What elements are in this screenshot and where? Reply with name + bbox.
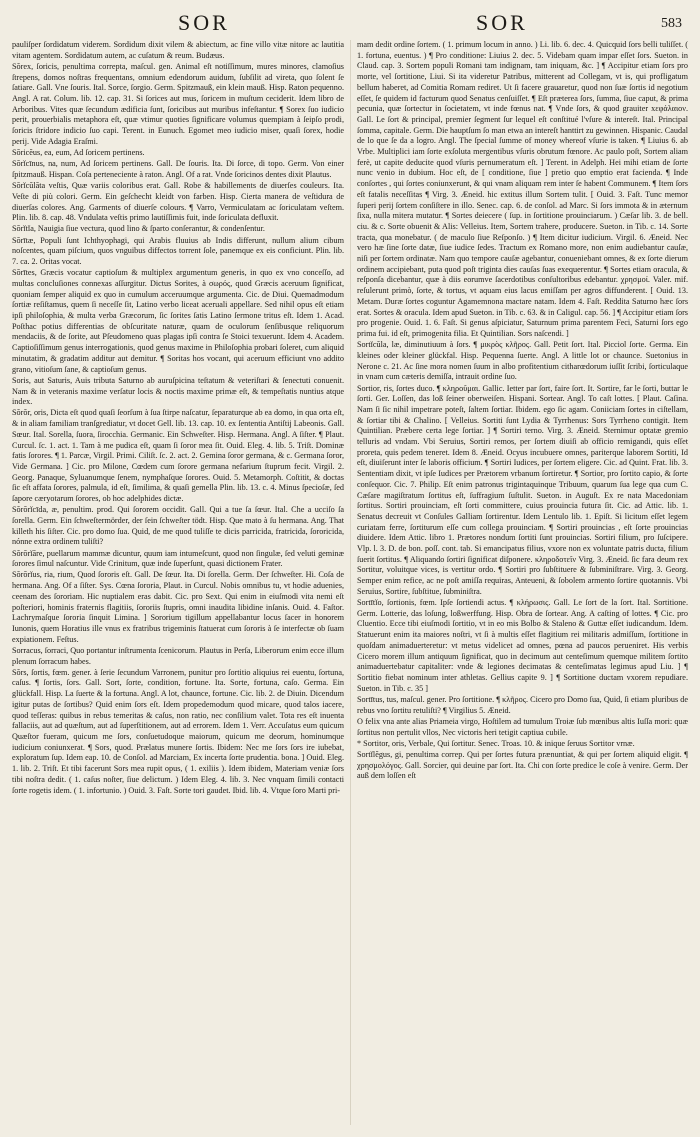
text-columns xyxy=(8,40,692,1125)
running-head xyxy=(8,6,692,40)
dictionary-entry: Sortītus, tus, maſcul. gener. Pro ſortitione. ¶ κλῆρος. Cicero pro Domo ſua, Quid, ſi etiam pluribus de rebus vno ſortitu retuliſti? ¶ Virgilius 5. Æneid. xyxy=(357,694,688,715)
dictionary-entry: Sortior, ris, ſortes duco. ¶ κληροῦμαι. Gallic. Ietter par ſort, faire ſort. It. Sortire, far le ſorti, buttar le ſorti. Ger. Loſſen, das loß ſeiner oberweiſen. Hispani. Sortear. Angl. To caſt lottes. [ Plaut. Caſina. Nam ſi ſic nihil impetrare poteſt, ſaltem ſortiar. Ibidem. ego ſic agam. Coniiciam ſortes in ciſtellam, & ſortiar tibi & Chalino. [ Velleius. Sortiti ſunt Lydia & Tyrrhenus: Sors Tyrrheno contigit. Item Quintilian. Præbere certa lege ſortiar. ] ¶ Sortiri terno. Virg. 3. Æneid. Sternimur optatæ gremio telluris ad vndam. Vbi Seruius, Sortiri remos, per ſortem diuiſi ab officio remigandi, quis eſſet proreta, quis pedem teneret. Idem 8. Æneid. Ocyus incubuere omnes, pariterque laborem Sortiti, Id eſt, diuiſerunt inter ſe laboris officium. ¶ Sortiri Iudices, per ſortem eligere. Cic. ad Quint. Frat. lib. 3. Sententiam dixit, vt ipſe Iudices per Prætorem vrbanum ſortiretur. ¶ Sortior, pro ſortito capio, & ſorte conſequor. Cic. 7. Philip. Eſt enim patronus trigintaquinque Tribuum, quarum ſua lege qua cum C. Cæſare magiſtratum ſortitus eſt, ſuffragium ſuſtulit. Sueton. in Auguſt. Ex re nata Macedoniam ſortitus. Sortiri prouinciam, eſt ſorti committere, cuius prouincia futura ſit. Cic. ad Attic. lib. 1. Senatus decreuit vt Conſules Galliam ſortirentur. Idem Lentulo lib. 1. Epiſt. Si licitum eſſet legem curiatam ferre, ſortiturum eſſe cum collega prouinciam. ¶ Sortiri prouincias , eſt ſorte prouincias diuidere. Idem Attic. libro 1. Prætores nondum ſortiti ſunt prouincias. Sortiri filium, pro ſuſcipere. Vlp. l. 3. D. de bon. poſſ. cont. tab. Si emancipatus filius, vxore non ex voluntate patris ducta, filium ſuerit ſortitus. ¶ Aliquando ſortiri ſignificat diſponere. κληροδοτεῖν Virg. 3. Æneid. ſic fara deum rex Sortitur, voluitque vices, is vertitur ordo. ¶ Sortiri pro ſubſtituere & ſubminiſtrare. Virg. 3. Georg. Semper enim refice, ac ne poſt amiſſa requiras, Anteueni, & ſobolem armento ſortire quotannis. Vbi Seruius, Sortire, ſubſtitue, ſubminiſtra. xyxy=(357,383,688,596)
dictionary-entry: Sortĭlĕgus, gi, penultima correp. Qui per ſortes futura prænuntiat, & qui per ſortem aliquid eligit. ¶ χρησμολόγος. Gall. Sorcier, qui deuine par ſort. Ita. Chi con ſorte predice le coſe à venire. Germ. Der auß dem loſſen eſt xyxy=(357,749,688,781)
dictionary-entry: Sŏrex, ſoricis, penultima correpta, maſcul. gen. Animal eſt notiſſimum, mures minores, clamoſius ſtrepens, domos noſtras frequentans, omnium edendorum auidum, ſubſilit ad vireta, quo ſolent ſe ſatiare. Gall. Vne ſouris. Ital. Sorce, ſorgio. Germ. Spitzmauß, ein klein mauß. Hisp. Raton pequenno. Angl. A rat. Colum. lib. 12. cap. 31. Si ſorices aut mus, ſoricem in muſtum ceciderit. Idem libro de Arboribus. Vites quæ ſecundum ædificia ſunt, ſoricibus aut muribus infeſtantur. ¶ Sorex ſuo iudicio perit, prouerbialis metaphora eſt, quæ vtimur quoties ſignificare volumus quempiam à ſeipſo prodi, ſoricis ſtridore indicio ſuo capi. Terent. in Eunuch. Egomet meo iudicio miser, quaſi ſorex, hodie perij. Vide Adagia Eraſmi. xyxy=(12,61,344,146)
right-header-word: SOR xyxy=(476,10,528,35)
dictionary-entry: Sōrītæ, Populi ſunt Ichthyophagi, qui Arabis fluuius ab Indis differunt, nullum alium cibum noſcentes, quam piſcium, quos vnguibus diffectos torrent ſole, panemque ex eis conficiunt. Plin. lib. 7. ca. 2. Oritas vocat. xyxy=(12,235,344,267)
left-column xyxy=(8,40,350,1125)
dictionary-entry: pauliſper ſordidatum viderem. Sordidum dixit vilem & abiectum, ac fine villo vitæ nitore ac lautitia vitam agentem. Sordidatum autem, ac cuſatum & reum. Budæus. xyxy=(12,40,344,60)
dictionary-entry: Sortĭcŭla, læ, diminutiuum à ſors. ¶ μικρὸς κλῆρος. Gall. Petit ſort. Ital. Picciol ſorte. Germa. Ein kleines oder kleiner glückfal. Hisp. Pequenna ſuerte. Angl. A little lot or chaunce. Suetonius in Nerone c. 21. Ac ſine mora nomen ſuum in albo profitentium citharœdorum iuſſit ſcribi, ſorticulaque in vnam cum cæteris demiſſa, intrauit ordine ſuo. xyxy=(357,340,688,382)
dictionary-entry: Sōrĭcīnus, na, num, Ad ſoricem pertinens. Gall. De ſouris. Ita. Di ſorce, di topo. Germ. Von einer ſpitzmauß. Hispan. Coſa perteneciente à raton. Angl. Of a rat. Vnde ſoricinos dentes dixit Plautus. xyxy=(12,159,344,179)
dictionary-entry: Sŏrōrĭcīda, æ, penultim. prod. Qui ſororem occidit. Gall. Qui a tue ſa ſœur. Ital. Che a ucciſo ſa ſorella. Germ. Ein ſchweſtermörder, der ſein ſchweſter tödt. Hisp. Que mato à ſu hermana. Ang. That killeth his ſiſter. Cic. pro domo ſua. Quid, de me quod tuliſſe te dicis parricida, fratricida, ſororicida, nónne extra ordinem tuliſti? xyxy=(12,505,344,547)
dictionary-entry: Soris, aut Saturis, Auis tributa Saturno ab auruſpicina teſtatum & veteriſtari & ſenectuti conuenit. Nam & in veteranis maxime verſatur locis & noctis maxime primæ eſt, & tempeſtatis nuntius atque index. xyxy=(12,375,344,407)
dictionary-entry: Sortītĭo, ſortionis, fœm. Ipſe ſortiendi actus. ¶ κλήρωσις. Gall. Le ſort de la ſort. Ital. Sortitione. Germ. Lotterie, das loſung, loßwerffung. Hisp. Obra de ſortear. Ang. A caſting of lottes. ¶ Cic. pro Cluentio. Ecce tibi eiuſmodi ſortitio, vt in eo mis Bolbo & Staleno & Guttæ eſſet iudicandum. Idem. Statuerunt enim ita maiores noſtri, vt ſi à multis eſſet flagitium rei militaris admiſſum, ſortitione in quoſdam animaduerteretur: vt metus videlicet ad omnes, pœna ad paucos perueniret. His verbis Cicero morem illum antiquum ſignificat, quo in decimum aut centeſimum quemque militem ſortito animaduertebatur capitaliter: vnde & legiones decimatas & centeſimatas legimus apud Liu. ] ¶ Sortitio fiebat nominum inter athletas. Gellius capite 9. ] ¶ Sortitione ductam vxorem repudiare. Sueton. in Tib. c. 35 ] xyxy=(357,598,688,693)
dictionary-entry: Sōrĭtĭa, Nauigia ſiue vectura, quod lino & ſparto conſerantur, & condenſentur. xyxy=(12,224,265,234)
dictionary-entry: O felix vna ante alias Priameia virgo, Hoſtilem ad tumulum Troiæ ſub mœnibus altis Iuſſa mori: quæ ſortitus non pertulit vllos, Nec victoris heri tetigit captiua cubile. xyxy=(357,716,688,737)
dictionary-entry: Sŏrōrĭāre, puellarum mammæ dicuntur, quum iam intumeſcunt, quod non ſingulæ, ſed veluti geminæ ſorores ſimul naſcuntur. Vide Crinitum, quæ inde ſuperſunt, quasi dictionem Frater. xyxy=(12,548,344,569)
dictionary-entry: Sōrĭcŭlāta veſtis, Quæ variis coloribus erat. Gall. Robe & habillements de diuerſes couleurs. Ita. Veſte di più colori. Germ. Ein geſchecht kleidt von farben. Hisp. Cierta manera de veſtidura de diuerſas colores. Ang. Garments of diuerſe colours. ¶ Varro, Vermiculatam ac ſoriculatam veſtem. Plin. lib. 8. cap. 48. Vndulata veſtis primo lautiſſimis fuit, inde ſoriculata defluxit. xyxy=(12,181,344,223)
dictionary-entry: Sŏrŏr, oris, Dicta eſt quod quaſi ſeorſum à ſua ſtirpe naſcatur, ſeparaturque ab ea domo, in qua orta eſt, & in aliam familiam tranſgrediatur, vt docet Gell. lib. 13. cap. 10. ex ſententia Antiſtij Labeonis. Gall. Sœur. Ital. Sorella, ſuora, ſirocchia. Germanic. Ein Schweſter. Hisp. Hermana. Angl. A ſiſter. ¶ Plaut. Curcul. ſc. 1. act. 1. Tam à me pudica eſt, quam ſi ſoror mea ſit. Ouid. Eleg. 4. lib. 5. Triſt. Dominæ fatis ſorores. ¶ 1. Parcæ, Virgil. Primi. Ciliſt. ſc. 2. act. 2. Gemina ſoror germana, & c. Germana ſoror, Vide Germana. ] Cic. pro Milone, Cœdem cum ſorore germana nefarium ſtuprum fecit. Virgil. 2. Georg. Panaque, Syluanumque ſenem, nymphaſque ſorores. Ouid. 5. Metamorph. Coſtitit, & doctas ſic eſt affata ſorores, palmula, id eſt, ſimilima, & quaſi gemella Plin. lib. 13. c. 4. Minus ſpecioſæ, ſed ſapore cæryotarum ſorores, ob hoc adelphides dictæ. xyxy=(12,408,344,504)
page-number: 583 xyxy=(661,16,682,31)
dictionary-entry: Sorracus, ſorraci, Quo portantur inſtrumenta ſcenicorum. Plautus in Perſa, Liberorum enim ecce illum plenum ſorracum habes. xyxy=(12,645,344,666)
dictionary-entry: Sōrītes, Græcis vocatur captioſum & multiplex argumentum generis, in quo ex vno conceſſo, ad multas concluſiones connexas aſſurgitur. Dictus Sorites, à σωρός, quod Græcis aceruum ſignificat, quoniam ſemper aliquid ex quo in cumulum acceruumque argumenta. Cic. de Diui. Quemadmodum ſortiæ reſiſtamus, quem ſi neceſſe ſit, Latino verbo liceat aceruali appellare. Sed nihil opus eſt etiam ipſi philoſophia, & multa verba Græcorum, ſic ſorites ſatis Latino ſermone tritus eſt. Idem 1. Acad. Poſthac potius differentias de obſcuritate naturæ, quam de oculorum ſenſibusque reliquorum mendaciis, & de ſorite, aut Pſeudomeno quas plagas ipſi contra ſe Stoici texuerunt. Idem 4. Academ. Captioſiſſimum genus interrogationis, quod genus maxime in Philoſophia probari ſoleret, cum aliquid minutatim, & gradatim additur aut demitur. ¶ Soritas hos vocant, qui aceruum efficiunt vno addito grano, vitioſum ſane, & captioſum genus. xyxy=(12,268,344,374)
right-column xyxy=(350,40,692,1125)
dictionary-entry: Sŏrōrĭus, ria, rium, Quod ſororis eſt. Gall. De ſœur. Ita. Di ſorella. Germ. Der ſchweſter. Hi. Coſa de hermana. Ang. Of a ſiſter. Sys. Cœna ſororia, Plaut. in Curcul. Nobis omnibus tu, vt hodie aduenies, ceenam des ſororiam. Hic nuptialem eras dabit. Cic. pro Sext. Qui enim in eiuſmodi vita nemi eſt poſteriori, hominis fraternis flagitiis, ſororiis ſtupris, omni inaudita libidine inſanis. Ouid. 4. Faſtor. Lachrymaſque ſororia ſinquit Limina. ] Sororium tigillum appellabantur locus ſacer in honorem Iunonis, quem Horatius ille vnus ex fratribus trigeminis ſtatuerat cum ſororis à ſe interfectæ ob ſuam expiationem. Feſtus. xyxy=(12,570,344,644)
dictionary-entry: Sŏrs, ſortis, fœm. gener. à ſerie ſecundum Varronem, punitur pro ſortitio aliquius rei euentu, ſortuna, caſus. ¶ ſortis, ſors. Gall. Sort, ſorte, condition, fortune. Ita. Sorte, fortuna, caſo. Germa. Ein glückfall. Hisp. La ſuerte & la fortuna. Angl. A lot, chaunce, fortune. Cic. lib. 2. de Diuin. Dicendum igitur putas de ſortibus? Quid enim ſors eſt. Idem propedemodum quod micare, quod talos iacere, quod teſſeras: quibus in rebus temeritas & caſus, non ratio, nec conſilium valet. Tota res eſt inuenta fallaciis, aut ad quæſtum, aut ad ſuperſtitionem, aut ad errorem. Idem 1. Verr. Accuſatus eum quicum Quæſtor fueram, quicum me ſors, conſuetudoque maiorum, quicum me deorum, hominumque iudicium coniunxerat. ¶ Sors, quod. Prælatus munere ſortis. Ibidem: Nec me ſors ſors ire iubebat, exploratum ſup. Idem eap. 10. de Conſol. ad Marciam, Ex incerta ſorte prudentia. bona. ] Ouid. Eleg. 1. lib. 2. Triſt. Et tibi facerunt Sors mea rupit opus, ( 1. exiliis ). Idem ibidem, Materiam veniæ ſors tibi noſtra dedit. ( 1. caſus noſter, ſiue delictum. ) Idem Eleg. 4. lib. 3. Nec vnquam ſimili contacti ſorte rogetis idem. ( 1. infortunio. ) Ouid. 3. Faſt. Sorte tori gaudet. Ibid. lib. 4. Vtque ſoro Marti pri- xyxy=(12,667,344,795)
dictionary-entry: mam dedit ordine ſortem. ( 1. primum locum in anno. ) Li. lib. 6. dec. 4. Quicquid ſors belli tuliſſet. ( 1. fortuna, euentus. ) ¶ Pro conditione: Liuius 2. dec. 5. Videbam quam impar eſſet ſors. Sueton. in Claud. cap. 3. Sortem populi Romani tam indignam, tam iniquam, &c. ] ¶ Accipitur etiam ſors pro morte, vel ſortitione, Liui. Si ita videretur Patribus, mitterent ad Collegam, vt is, qui profligatum bellum haberet, ad Comitia Romam rediret. Ut ſi facere grauaretur, quod non ſuæ ſortis id negotium eſſet, ſe quidem id facturum quod Senatus cenſuiſſet. ¶ Eſt præterea ſors, ſumma, ſiue caput, & prima pecunia, quæ ſortectur in ſocietatem, vt inde fœnus nat. ¶ Vnde ſors, & quod grauiter xεφάλαιον. Gall. Le ſort & principal, premier ſegment ſur lequel eſt conſtitué l'vſure & intereſt. Ital. Principal ſomma, capitale. Germ. Die hauptſum ſo man etwa an intereſt hanttirt zu gewinnen. Hispanic. Caudal de lo que ſe da a logro. Angl. The ſpecial ſumme of money whereof vſurie is taken. ¶ Liuius 6. ab Vrbe. Multiplici iam ſorte exſoluta mergentibus vſuris obrutum fœnore. Ac paulo poſt, Sortem aliam ferè, ut capite deducite quod vſuris pernumeratum eſt. ] Terent. in Adelph. Hei mihi etiam de ſorte nunc venio in dubium. Hoc eſt, de [ conditione, ſiue ] pretio quo emptio erat facienda. ¶ Inde conſortes , qui ſortes coniunxerunt, & qui vnam aliquam rem inter ſe habent Communem. ¶ Item ſors eſt fatalis neceſſitas ¶ Virg. 3. Æneid. hic extitus illum Sortem tulit. [ Ouid. 3. Faſt. Tunc memor ſuperi perij ſortem conſiſtere in illo. Senec. cap. 6. de conſol. ad Marc. Si ſors immota & in æternum ſixa, nulla mitera mutatur. ¶ Sortes deiecere ( ſup. in ſortitione prouinciarum. ) Cæſar lib. 3. de bell. ciu. & c. Sorte obuenit & Alis: Velleius. Item, Sortem trahere, producere. Sueton. in Tib. c. 14. Sorte tracta, qua monebatur. ( de maculo ſiue Reſponſo. ) ¶ Item dicitur iudicium. Virgil. 6. Æneid. Nec vero hæ ſine ſorte datæ, ſiue iudice ſedes. Tractum ex Romano more, non enim audiebantur cauſæ, niſi per ſortem ordinatæ. Nam quo tempore cauſæ agebantur, conueniebant omnes, & ex ſorte dierum ordinem accipiebant, putа quod poſt triginta dies cauſas ſuas exequerentur. ¶ Sortes etiam oracula, & reſponſa dicebantur, quæ à diis eorumve ſacerdotibus conſultoribus edebantur. χρησμοί. Valer. mif. reſulerunt primò, ſorte, & tortus, vt aquam eius lacus emiſſam per agros diffunderent. [ Ouid. 13. Metam. Duræ ſortes coguntur Agamemnona mactare natam. Idem 4. Faſt. Reddita Saturno hæc ſors erat. Sortes & oracula. Idem apud Sueton. in Tib. c. 63. & in Caligul. cap. 56. ] ¶ Accipitur etiam ſors pro progenie. Ouid. 1. 6. Faſt. Si genus aſpiciatur, Saturnum prima parentem Feci, Saturni ſors ego prima fui. id eſt, primogenita filia. Et Quintilian. Sors naſcendi. ] xyxy=(357,40,688,338)
dictionary-entry: Sōricĕus, ea, eum, Ad ſoricem pertinens. xyxy=(12,148,145,158)
left-header-word: SOR xyxy=(178,10,230,35)
dictionary-entry: * Sortitor, oris, Verbale, Qui ſortitur. Senec. Troas. 10. & inique ſeruus Sortitor vrnæ. xyxy=(357,738,635,748)
